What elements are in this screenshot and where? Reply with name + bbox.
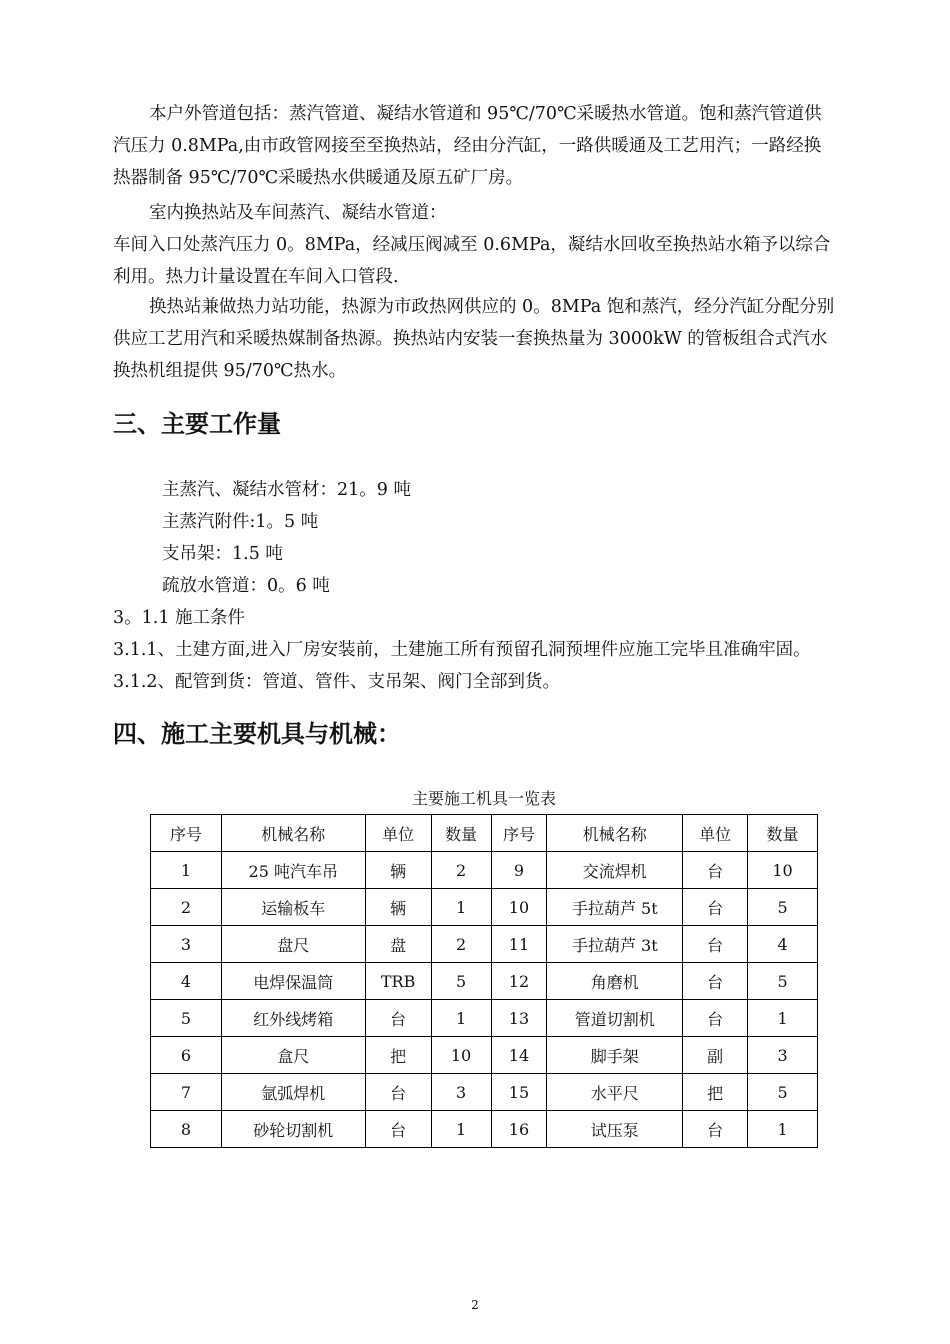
table-cell: 台 <box>683 889 748 926</box>
table-header-cell: 机械名称 <box>221 815 365 852</box>
table-cell: 1 <box>431 889 491 926</box>
table-cell: 砂轮切割机 <box>221 1111 365 1148</box>
quantity-item: 主蒸汽附件:1。5 吨 <box>162 512 319 532</box>
table-header-cell: 单位 <box>683 815 748 852</box>
table-cell: 1 <box>748 1000 818 1037</box>
table-cell: 5 <box>748 889 818 926</box>
table-cell: 运输板车 <box>221 889 365 926</box>
table-cell: 盒尺 <box>221 1037 365 1074</box>
table-cell: 11 <box>491 926 547 963</box>
paragraph-heat-station: 换热站兼做热力站功能，热源为市政热网供应的 0。8MPa 饱和蒸汽，经分汽缸分配分别供应工艺用汽和采暖热媒制备热源。换热站内安装一套换热量为 3000kW 的管板组合式汽水换热机组提供 95/70℃热水。 <box>113 297 835 381</box>
table-cell: 把 <box>683 1074 748 1111</box>
table-row <box>151 1074 818 1111</box>
table-cell: 试压泵 <box>547 1111 683 1148</box>
condition-item-materials: 3.1.2、配管到货：管道、管件、支吊架、阀门全部到货。 <box>113 672 561 692</box>
table-cell: 25 吨汽车吊 <box>221 852 365 889</box>
table-cell: 5 <box>151 1000 222 1037</box>
table-caption: 主要施工机具一览表 <box>411 789 556 808</box>
table-cell: 2 <box>431 852 491 889</box>
table-cell: 8 <box>151 1111 222 1148</box>
table-cell: 5 <box>431 963 491 1000</box>
table-cell: 1 <box>431 1111 491 1148</box>
table-cell: 台 <box>365 1074 431 1111</box>
table-cell: 3 <box>431 1074 491 1111</box>
table-cell: 6 <box>151 1037 222 1074</box>
table-header-cell: 序号 <box>151 815 222 852</box>
table-cell: 15 <box>491 1074 547 1111</box>
table-cell: 手拉葫芦 5t <box>547 889 683 926</box>
table-cell: 台 <box>365 1111 431 1148</box>
table-cell: 手拉葫芦 3t <box>547 926 683 963</box>
paragraph-indoor-title: 室内换热站及车间蒸汽、凝结水管道： <box>149 203 447 223</box>
table-cell: 水平尺 <box>547 1074 683 1111</box>
table-cell: 4 <box>748 926 818 963</box>
table-cell: 12 <box>491 963 547 1000</box>
table-cell: 台 <box>365 1000 431 1037</box>
table-cell: 台 <box>683 926 748 963</box>
table-cell: 电焊保温筒 <box>221 963 365 1000</box>
table-cell: 台 <box>683 963 748 1000</box>
table-cell: 管道切割机 <box>547 1000 683 1037</box>
table-cell: 盘尺 <box>221 926 365 963</box>
section-heading-workload: 三、主要工作量 <box>113 410 281 438</box>
table-cell: 16 <box>491 1111 547 1148</box>
table-cell: 红外线烤箱 <box>221 1000 365 1037</box>
table-cell: 5 <box>748 1074 818 1111</box>
table-cell: 14 <box>491 1037 547 1074</box>
quantity-item: 支吊架：1.5 吨 <box>162 544 283 564</box>
table-row <box>151 1111 818 1148</box>
table-cell: 1 <box>748 1111 818 1148</box>
table-cell: 辆 <box>365 889 431 926</box>
table-row <box>151 963 818 1000</box>
construction-conditions-heading: 3。1.1 施工条件 <box>113 608 246 628</box>
table-cell: 3 <box>748 1037 818 1074</box>
table-cell: TRB <box>365 963 431 1000</box>
table-row <box>151 1037 818 1074</box>
table-cell: 13 <box>491 1000 547 1037</box>
table-cell: 9 <box>491 852 547 889</box>
table-header-row <box>151 815 818 852</box>
table-cell: 氩弧焊机 <box>221 1074 365 1111</box>
table-cell: 7 <box>151 1074 222 1111</box>
table-cell: 4 <box>151 963 222 1000</box>
table-header-cell: 数量 <box>431 815 491 852</box>
table-header-cell: 单位 <box>365 815 431 852</box>
quantity-item: 疏放水管道：0。6 吨 <box>162 576 330 596</box>
table-cell: 台 <box>683 1111 748 1148</box>
paragraph-outdoor-pipes: 本户外管道包括：蒸汽管道、凝结水管道和 95℃/70℃采暖热水管道。饱和蒸汽管道供汽压力 0.8MPa,由市政管网接至至换热站，经由分汽缸，一路供暖通及工艺用汽；一路经换热器制备 95℃/70℃采暖热水供暖通及原五矿厂房。 <box>113 104 822 188</box>
table-cell: 副 <box>683 1037 748 1074</box>
table-cell: 交流焊机 <box>547 852 683 889</box>
table-cell: 1 <box>151 852 222 889</box>
quantity-item: 主蒸汽、凝结水管材：21。9 吨 <box>162 480 411 500</box>
section-heading-equipment: 四、施工主要机具与机械： <box>113 720 401 748</box>
table-row <box>151 1000 818 1037</box>
table-header-cell: 数量 <box>748 815 818 852</box>
table-cell: 10 <box>491 889 547 926</box>
table-cell: 3 <box>151 926 222 963</box>
condition-item-civil: 3.1.1、土建方面,进入厂房安装前，土建施工所有预留孔洞预埋件应施工完毕且准确牢固。 <box>113 640 811 660</box>
table-cell: 脚手架 <box>547 1037 683 1074</box>
table-cell: 盘 <box>365 926 431 963</box>
table-cell: 10 <box>748 852 818 889</box>
table-row <box>151 889 818 926</box>
table-cell: 1 <box>431 1000 491 1037</box>
table-row <box>151 852 818 889</box>
table-cell: 把 <box>365 1037 431 1074</box>
table-cell: 10 <box>431 1037 491 1074</box>
table-header-cell: 机械名称 <box>547 815 683 852</box>
table-header-cell: 序号 <box>491 815 547 852</box>
table-cell: 2 <box>431 926 491 963</box>
table-cell: 辆 <box>365 852 431 889</box>
table-cell: 2 <box>151 889 222 926</box>
table-cell: 5 <box>748 963 818 1000</box>
table-cell: 台 <box>683 852 748 889</box>
page-number: 2 <box>471 1298 479 1312</box>
paragraph-indoor-body: 车间入口处蒸汽压力 0。8MPa，经减压阀减至 0.6MPa，凝结水回收至换热站水箱予以综合利用。热力计量设置在车间入口管段. <box>113 235 831 287</box>
equipment-table <box>150 814 818 1148</box>
table-cell: 台 <box>683 1000 748 1037</box>
table-cell: 角磨机 <box>547 963 683 1000</box>
table-row <box>151 926 818 963</box>
